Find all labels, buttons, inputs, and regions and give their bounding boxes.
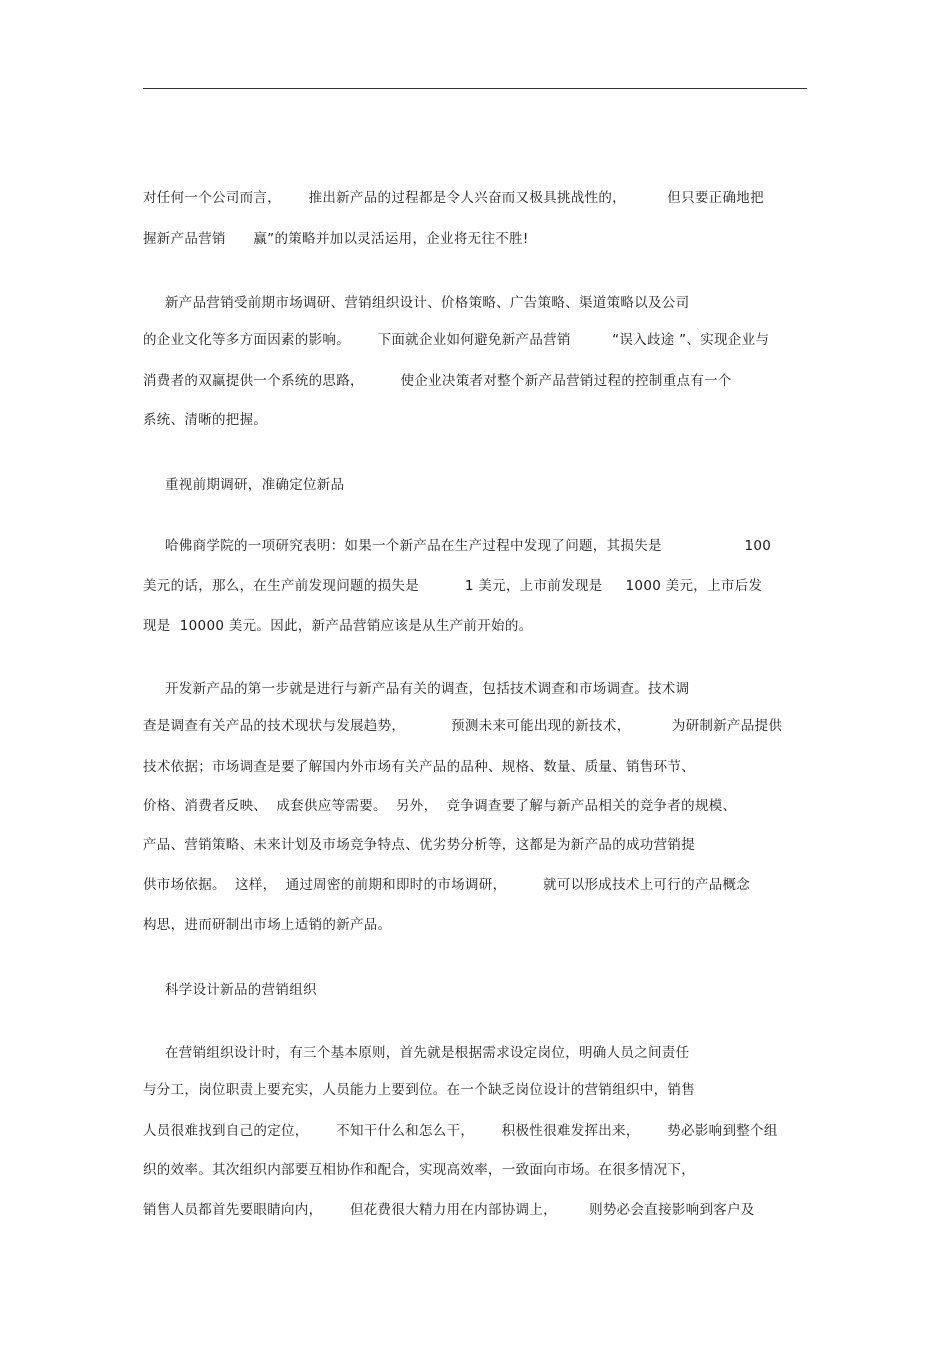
text-line: 技术依据；市场调查是要了解国内外市场有关产品的品种、规格、数量、质量、销售环节、 — [143, 759, 695, 775]
text-line: 的企业文化等多方面因素的影响。 下面就企业如何避免新产品营销 “误入歧途 ”、实现企业与 — [143, 332, 770, 348]
text-line: 开发新产品的第一步就是进行与新产品有关的调查，包括技术调查和市场调查。技术调 — [165, 681, 690, 697]
text-line: 构思，进而研制出市场上适销的新产品。 — [143, 917, 392, 933]
text-line: 与分工，岗位职责上要充实，人员能力上要到位。在一个缺乏岗位设计的营销组织中，销售 — [143, 1082, 695, 1098]
header-rule — [143, 88, 807, 89]
text-line: 供市场依据。 这样， 通过周密的前期和即时的市场调研， 就可以形成技术上可行的产品概念 — [143, 877, 751, 893]
text-line: 产品、营销策略、未来计划及市场竞争特点、优劣势分析等，这都是为新产品的成功营销提 — [143, 837, 695, 853]
text-line: 人员很难找到自己的定位， 不知干什么和怎么干， 积极性很难发挥出来， 势必影响到整个组 — [143, 1123, 778, 1139]
text-line: 系统、清晰的把握。 — [143, 412, 268, 428]
text-line: 哈佛商学院的一项研究表明：如果一个新产品在生产过程中发现了问题，其损失是 100 — [165, 538, 772, 554]
text-line: 美元的话，那么，在生产前发现问题的损失是 1 美元，上市前发现是 1000 美元，上市后发 — [143, 578, 763, 594]
text-line: 价格、消费者反映、 成套供应等需要。 另外， 竞争调查要了解与新产品相关的竞争者的规模、 — [143, 798, 737, 814]
text-line: 握新产品营销 赢”的策略并加以灵活运用，企业将无往不胜! — [143, 231, 529, 247]
text-line: 对任何一个公司而言， 推出新产品的过程都是令人兴奋而又极具挑战性的， 但只要正确地把 — [143, 190, 764, 206]
text-line: 查是调查有关产品的技术现状与发展趋势， 预测未来可能出现的新技术， 为研制新产品提供 — [143, 718, 783, 734]
text-line: 新产品营销受前期市场调研、营销组织设计、价格策略、广告策略、渠道策略以及公司 — [165, 295, 690, 311]
text-line: 织的效率。其次组织内部要互相协作和配合，实现高效率，一致面向市场。在很多情况下， — [143, 1162, 695, 1178]
text-line: 消费者的双赢提供一个系统的思路， 使企业决策者对整个新产品营销过程的控制重点有一个 — [143, 373, 732, 389]
text-line: 在营销组织设计时，有三个基本原则，首先就是根据需求设定岗位，明确人员之间责任 — [165, 1045, 690, 1061]
text-line: 现是 10000 美元。因此，新产品营销应该是从生产前开始的。 — [143, 618, 533, 634]
section-heading: 重视前期调研，准确定位新品 — [165, 477, 345, 493]
text-line: 销售人员都首先要眼睛向内， 但花费很大精力用在内部协调上， 则势必会直接影响到客户及 — [143, 1202, 755, 1218]
section-heading: 科学设计新品的营销组织 — [165, 982, 317, 998]
